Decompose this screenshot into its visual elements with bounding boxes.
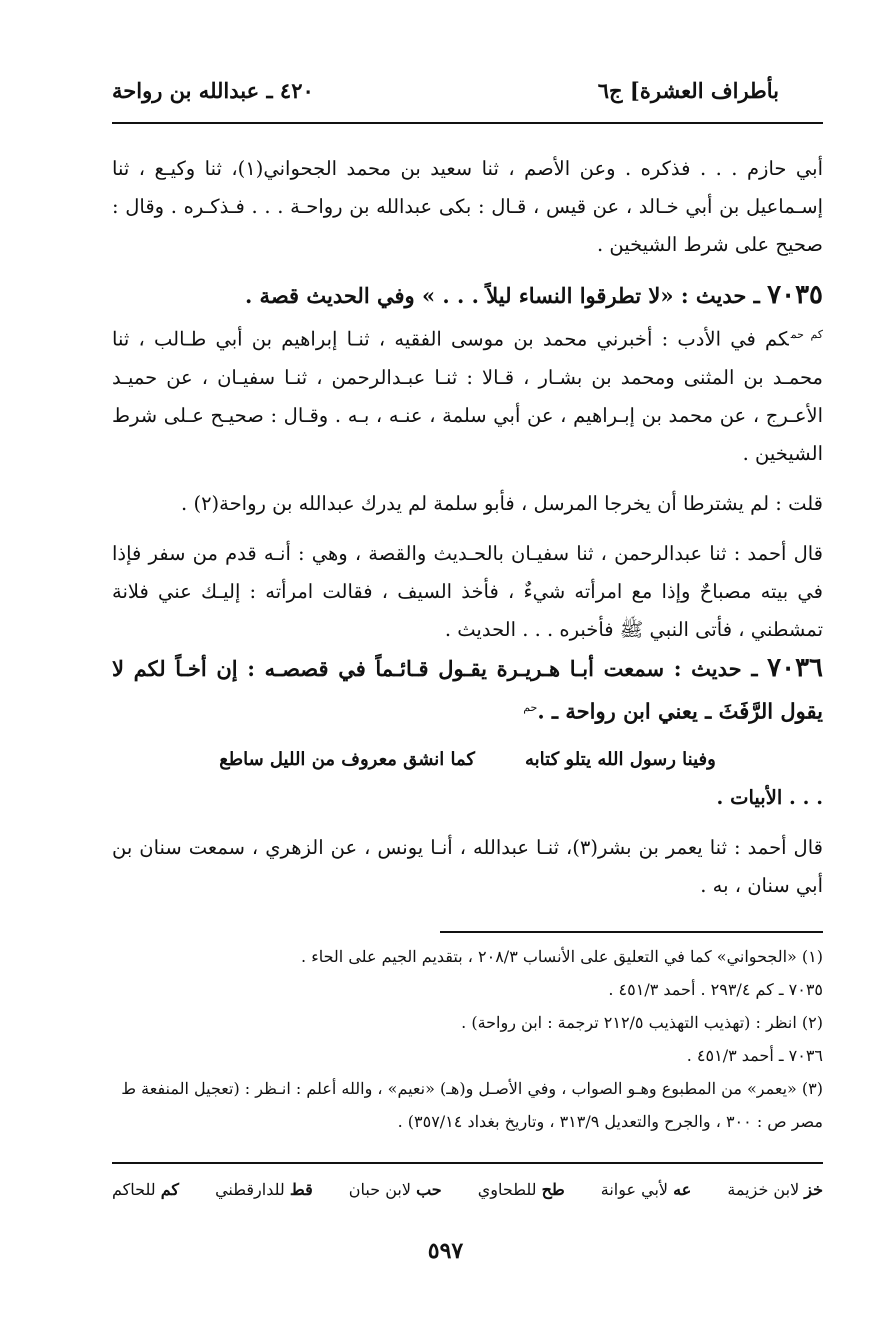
abbreviation-item xyxy=(349,1180,442,1199)
abbreviation-item xyxy=(112,1180,179,1199)
abbreviation-code: كم xyxy=(160,1180,180,1199)
abbreviation-code: طح xyxy=(541,1180,565,1199)
hadith-number: ٧٠٣٥ xyxy=(767,280,823,310)
footnote-7035-source: ٧٠٣٥ ـ كم ٢٩٣/٤ . أحمد ٤٥١/٣ . xyxy=(608,980,823,999)
abbreviation-label: لأبي عوانة xyxy=(600,1180,669,1199)
abbreviation-label: لابن خزيمة xyxy=(727,1180,800,1199)
verse-continuation: . . . الأبيات . xyxy=(716,786,823,809)
running-header xyxy=(112,70,779,110)
source-siglum: حم xyxy=(523,700,538,714)
abbreviation-label: للحاكم xyxy=(112,1180,156,1199)
spacer xyxy=(112,473,823,485)
paragraph-1: أبي حازم . . . فذكره . وعن الأصم ، ثنا سعيد بن محمد الجحواني(١)، ثنا وكيـع ، ثنا إسـماعيل بن أبي خـالد ، عن قيس ، قـال : بكى عبدالله بن رواحـة . . . فـذكـره . وقال : صحيح على شرط الشيخين . xyxy=(112,157,824,256)
abbreviation-item xyxy=(478,1180,565,1199)
main-text xyxy=(112,150,823,905)
spacer xyxy=(112,817,823,829)
footnote-rule xyxy=(440,931,823,933)
hadith-title: ـ حديث : سمعت أبـا هـريـرة يقـول قـائـماً في قصصـه : إن أخـاً لكم لا يقول الرَّفَثَ ـ يعني ابن رواحة ـ . xyxy=(112,655,823,723)
abbreviations-rule xyxy=(112,1162,823,1164)
hadith-title: ـ حديث : «لا تطرقوا النساء ليلاً . . . » وفي الحديث قصة . xyxy=(244,283,768,308)
verse-first-hemistich: وفينا رسول الله يتلو كتابه xyxy=(525,749,716,770)
abbreviation-label: لابن حبان xyxy=(348,1180,411,1199)
paragraph-2 xyxy=(112,316,823,473)
header-section-title: ٤٢٠ ـ عبدالله بن رواحة xyxy=(112,77,314,103)
header-rule xyxy=(112,122,823,124)
footnote-7036-source: ٧٠٣٦ ـ أحمد ٤٥١/٣ . xyxy=(686,1046,823,1065)
footnote-3: (٣) «يعمر» من المطبوع وهـو الصواب ، وفي الأصـل و(هـ) «نعيم» ، والله أعلم : انـظر : (تعجيل المنفعة ط مصر ص : ٣٠٠ ، والجرح والتعديل ٣١٣/٩ ، وتاريخ بغداد ٣٥٧/١٤) . xyxy=(121,1079,823,1131)
footnote-2: (٢) انظر : (تهذيب التهذيب ٢١٢/٥ ترجمة : ابن رواحة) . xyxy=(461,1013,823,1032)
header-book-title: بأطراف العشرة] ج٦ xyxy=(597,77,779,103)
page-number: ٥٩٧ xyxy=(427,1238,464,1264)
abbreviation-code: حب xyxy=(416,1180,442,1199)
abbreviation-label: للطحاوي xyxy=(477,1180,537,1199)
abbreviation-code: خز xyxy=(804,1180,823,1199)
spacer xyxy=(112,523,823,535)
paragraph-4: قال أحمد : ثنا عبدالرحمن ، ثنا سفيـان بالحـديث والقصة ، وهي : أنـه قدم من سفر فإذا في بيته مصباحٌ وإذا مع امرأته شيءٌ ، فأخذ السيف ، فقالت امرأته : إليـك عني فلانة تمشطني ، فأتى النبي ﷺ فأخبره . . . الحديث . xyxy=(112,541,823,641)
verse-second-hemistich: كما انشق معروف من الليل ساطع xyxy=(219,749,475,770)
abbreviation-code: قط xyxy=(289,1180,313,1199)
footnote-1: (١) «الجحواني» كما في التعليق على الأنساب ٢٠٨/٣ ، بتقديم الجيم على الحاء . xyxy=(301,947,823,966)
abbreviation-label: للدارقطني xyxy=(215,1180,285,1199)
hadith-number: ٧٠٣٦ xyxy=(767,652,823,683)
abbreviation-item xyxy=(215,1180,313,1199)
abbreviations-key xyxy=(112,1180,823,1199)
paragraph-3: قلت : لم يشترطا أن يخرجا المرسل ، فأبو سلمة لم يدرك عبدالله بن رواحة(٢) . xyxy=(181,491,823,515)
paragraph-5: قال أحمد : ثنا يعمر بن بشر(٣)، ثنـا عبدالله ، أنـا يونس ، عن الزهري ، سمعت سنان بن أبي سنان ، به . xyxy=(112,836,823,897)
footnotes xyxy=(112,940,823,1138)
spacer xyxy=(112,264,823,276)
abbreviation-item xyxy=(727,1180,823,1199)
source-siglum: كم حم xyxy=(790,328,824,341)
abbreviation-item xyxy=(601,1180,692,1199)
hadith-7036-heading xyxy=(112,649,823,732)
hadith-7035-heading xyxy=(112,276,823,316)
abbreviation-code: عه xyxy=(673,1180,692,1199)
poetry-verse xyxy=(112,741,823,779)
paragraph-2-text: كم في الأدب : أخبرني محمد بن موسى الفقيه ، ثنـا إبراهيم بن أبي طـالب ، ثنا محمـد بن المثنى ومحمد بن بشـار ، قـالا : ثنـا عبـدالرحمن ، ثنـا سفيـان ، عن حميـد الأعـرج ، عن محمد بن إبـراهيم ، عن أبي سلمة ، عنـه ، بـه . وقـال : صحيـح عـلى شرط الشيخين . xyxy=(112,327,823,465)
